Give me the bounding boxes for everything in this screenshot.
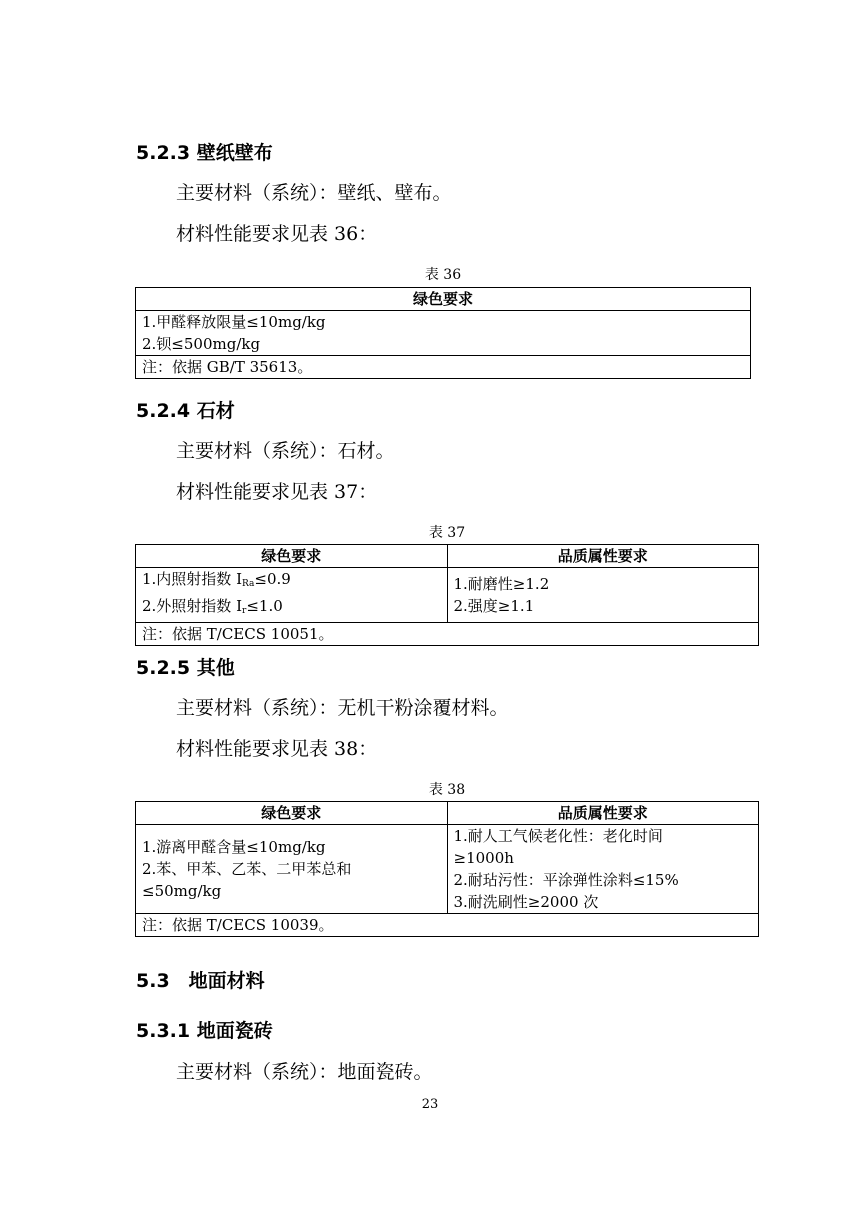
table-37 — [135, 544, 759, 646]
table-header-quality: 品质属性要求 — [447, 545, 759, 568]
green-requirements-cell — [136, 568, 448, 623]
main-material-text: 主要材料（系统）：地面瓷砖。 — [176, 1061, 433, 1083]
table-header-quality: 品质属性要求 — [447, 802, 759, 825]
requirement-item: 1.游离甲醛含量≤10mg/kg — [142, 838, 326, 856]
table-header-green: 绿色要求 — [136, 545, 448, 568]
table-38-caption: 表 38 — [428, 782, 466, 798]
requirement-item: 2.耐玷污性：平涂弹性涂料≤15% — [453, 871, 679, 889]
requirement-item: 3.耐洗刷性≥2000 次 — [453, 893, 599, 911]
table-36 — [135, 287, 751, 379]
page-number: 23 — [421, 1097, 439, 1112]
requirement-item: 1.甲醛释放限量≤10mg/kg — [142, 313, 326, 331]
table-header-green: 绿色要求 — [136, 288, 751, 311]
requirement-item: ≤50mg/kg — [142, 882, 222, 900]
quality-requirements-cell — [447, 825, 759, 914]
requirement-item: 1.耐磨性≥1.2 — [453, 575, 550, 593]
table-reference-text: 材料性能要求见表 36： — [176, 223, 378, 245]
requirement-item: 1.内照射指数 $I_{Ra}\le 0.9$ — [142, 570, 291, 589]
requirement-item: 2.苯、甲苯、乙苯、二甲苯总和 — [142, 860, 352, 878]
green-requirements-cell — [136, 311, 751, 356]
section-heading-5-3-1: 5.3.1 地面瓷砖 — [136, 1020, 273, 1042]
table-note: 注：依据 T/CECS 10051。 — [136, 623, 759, 646]
section-heading-5-2-5: 5.2.5 其他 — [136, 657, 235, 679]
main-material-text: 主要材料（系统）：石材。 — [176, 440, 395, 462]
table-36-caption: 表 36 — [424, 267, 462, 283]
main-material-text: 主要材料（系统）：壁纸、壁布。 — [176, 182, 452, 204]
table-37-caption: 表 37 — [428, 525, 466, 541]
table-note: 注：依据 GB/T 35613。 — [136, 356, 751, 379]
section-heading-5-3: 5.3 地面材料 — [136, 970, 265, 992]
table-note: 注：依据 T/CECS 10039。 — [136, 914, 759, 937]
requirement-item: ≥1000h — [453, 849, 514, 867]
section-heading-5-2-3: 5.2.3 壁纸壁布 — [136, 142, 273, 164]
requirement-item: 1.耐人工气候老化性：老化时间 — [453, 827, 663, 845]
requirement-item: 2.外照射指数 $I_r\le 1.0$ — [142, 597, 283, 616]
green-requirements-cell — [136, 825, 448, 914]
quality-requirements-cell — [447, 568, 759, 623]
table-reference-text: 材料性能要求见表 37： — [176, 481, 378, 503]
section-heading-5-2-4: 5.2.4 石材 — [136, 400, 235, 422]
main-material-text: 主要材料（系统）：无机干粉涂覆材料。 — [176, 697, 509, 719]
table-reference-text: 材料性能要求见表 38： — [176, 738, 378, 760]
table-38 — [135, 801, 759, 937]
table-header-green: 绿色要求 — [136, 802, 448, 825]
requirement-item: 2.钡≤500mg/kg — [142, 335, 261, 353]
requirement-item: 2.强度≥1.1 — [453, 597, 535, 615]
